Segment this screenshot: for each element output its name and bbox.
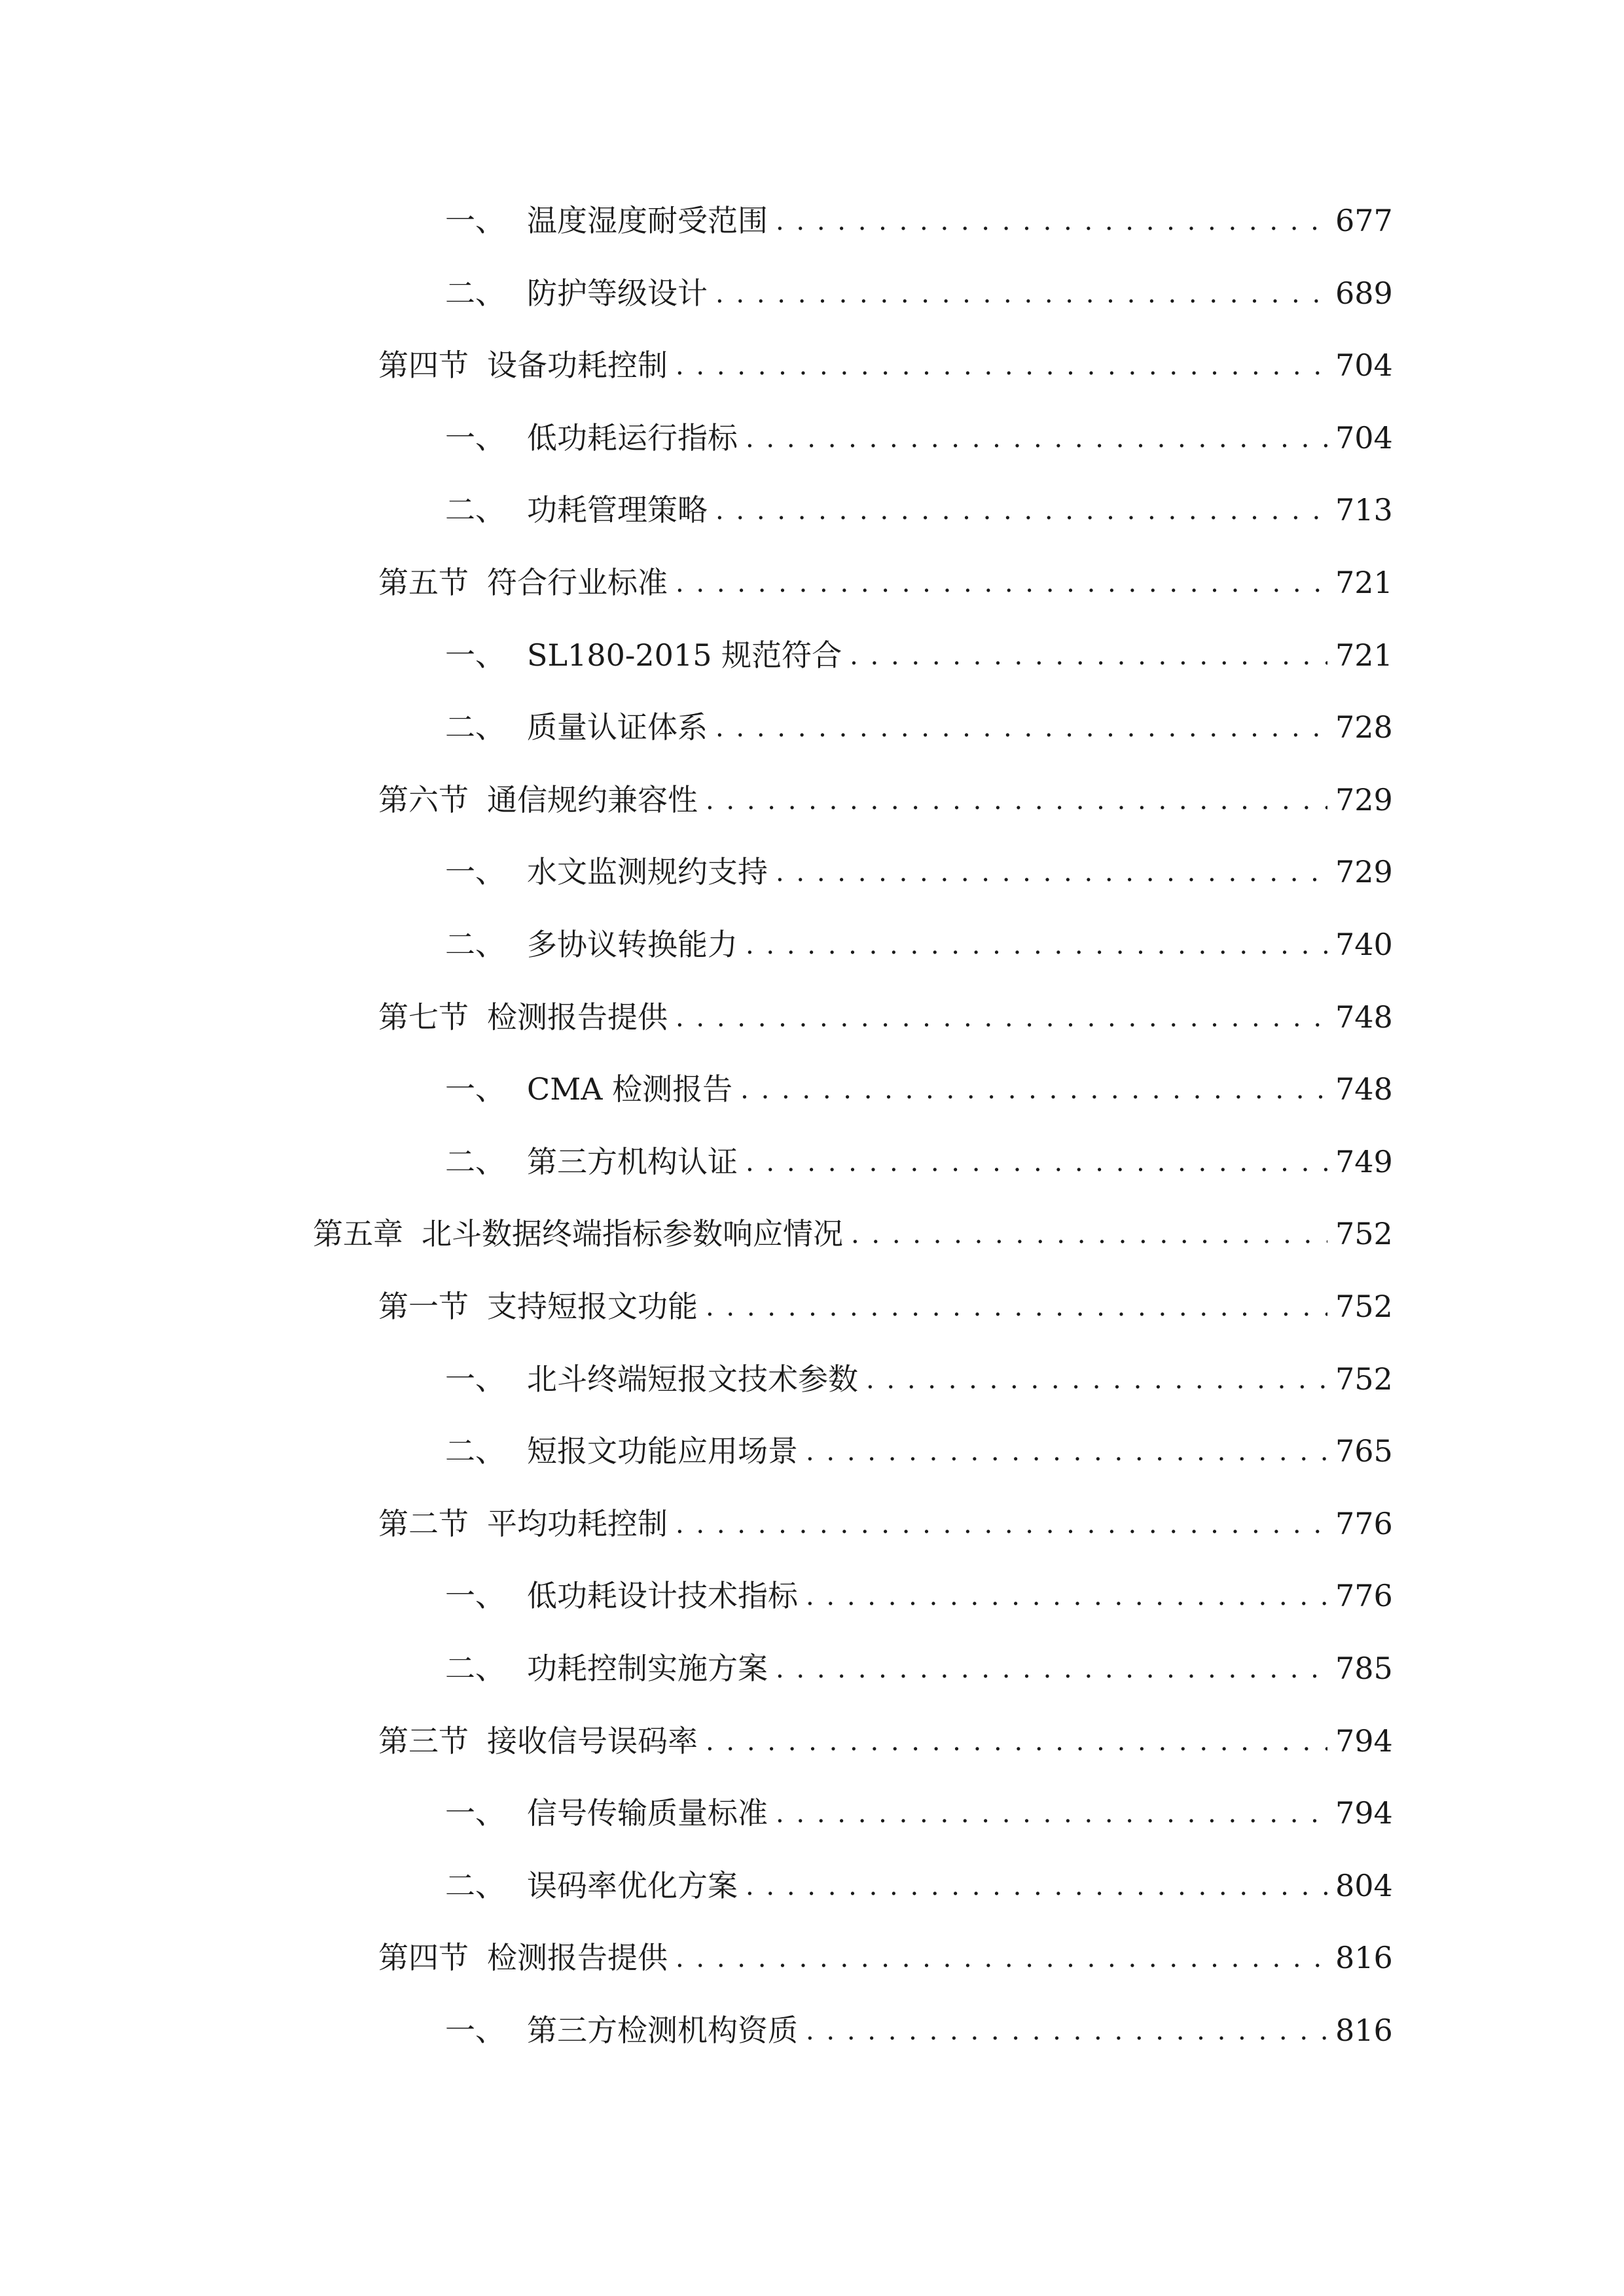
toc-entry-page-number: 752 [1335,1361,1393,1397]
toc-entry-number: 二、 [445,1433,505,1469]
toc-entry-number: 二、 [445,275,505,311]
toc-entry-title: 水文监测规约支持 [527,854,768,890]
toc-entry-page-number: 704 [1335,420,1393,456]
toc-entry-section[interactable] [378,1920,1393,1976]
toc-entry-title: 多协议转换能力 [527,927,738,962]
toc-entry-title: 信号传输质量标准 [527,1795,768,1831]
toc-entry-number: 二、 [445,1143,505,1179]
toc-entry-page-number: 721 [1335,565,1393,600]
dot-leader [676,561,1327,598]
toc-entry-title: CMA 检测报告 [527,1071,733,1107]
toc-entry-item[interactable] [445,256,1393,311]
toc-entry-section[interactable] [378,1704,1393,1759]
dot-leader [740,1067,1327,1104]
toc-entry-section[interactable] [378,980,1393,1035]
toc-entry-number: 一、 [445,2013,505,2048]
toc-entry-number: 第二节 [378,1505,469,1541]
toc-entry-page-number: 721 [1335,637,1393,673]
dot-leader [850,634,1327,670]
toc-entry-page-number: 752 [1335,1216,1393,1252]
dot-leader [676,1502,1327,1539]
toc-entry-number: 第五节 [378,565,469,600]
toc-entry-title: 防护等级设计 [527,275,708,311]
toc-entry-page-number: 794 [1335,1723,1393,1759]
toc-entry-number: 一、 [445,203,505,238]
toc-entry-title: 符合行业标准 [487,565,668,600]
toc-entry-title: 质量认证体系 [527,709,708,745]
toc-entry-item[interactable] [445,1558,1393,1614]
toc-entry-number: 第四节 [378,348,469,384]
toc-entry-title: 支持短报文功能 [487,1289,698,1324]
toc-entry-number: 第四节 [378,1940,469,1976]
toc-entry-item[interactable] [445,1414,1393,1469]
dot-leader [676,1936,1327,1973]
toc-entry-page-number: 713 [1335,492,1393,528]
toc-entry-number: 第五章 [313,1216,403,1252]
toc-entry-page-number: 740 [1335,927,1393,962]
toc-entry-page-number: 749 [1335,1143,1393,1179]
toc-entry-title: SL180-2015 规范符合 [527,637,842,673]
toc-entry-item[interactable] [445,907,1393,962]
toc-entry-title: 检测报告提供 [487,999,668,1035]
toc-entry-page-number: 752 [1335,1289,1393,1324]
toc-entry-item[interactable] [445,1993,1393,2048]
toc-entry-section[interactable] [378,762,1393,817]
dot-leader [746,416,1327,453]
dot-leader [806,2009,1327,2045]
toc-entry-title: 检测报告提供 [487,1940,668,1976]
toc-entry-number: 一、 [445,854,505,890]
toc-entry-page-number: 748 [1335,999,1393,1035]
toc-entry-section[interactable] [378,545,1393,600]
toc-entry-page-number: 785 [1335,1651,1393,1686]
toc-entry-number: 二、 [445,709,505,745]
toc-entry-number: 一、 [445,1071,505,1107]
toc-entry-page-number: 816 [1335,2013,1393,2048]
toc-entry-section[interactable] [378,328,1393,384]
dot-leader [776,1791,1327,1828]
dot-leader [715,706,1327,742]
toc-entry-number: 二、 [445,1867,505,1903]
toc-entry-page-number: 794 [1335,1795,1393,1831]
toc-entry-item[interactable] [445,183,1393,238]
toc-entry-number: 一、 [445,1361,505,1397]
toc-entry-title: 功耗管理策略 [527,492,708,528]
toc-entry-page-number: 804 [1335,1867,1393,1903]
toc-entry-title: 误码率优化方案 [527,1867,738,1903]
toc-entry-section[interactable] [378,1486,1393,1541]
dot-leader [706,778,1327,815]
toc-entry-page-number: 677 [1335,203,1393,238]
toc-entry-number: 二、 [445,927,505,962]
dot-leader [706,1719,1327,1756]
toc-entry-title: 第三方机构认证 [527,1143,738,1179]
toc-entry-item[interactable] [445,1124,1393,1179]
dot-leader [866,1357,1327,1394]
toc-entry-page-number: 765 [1335,1433,1393,1469]
toc-entry-item[interactable] [445,618,1393,673]
toc-entry-title: 低功耗设计技术指标 [527,1578,798,1614]
toc-entry-item[interactable] [445,401,1393,456]
dot-leader [715,272,1327,308]
toc-entry-page-number: 776 [1335,1578,1393,1614]
toc-entry-number: 第六节 [378,781,469,817]
toc-entry-page-number: 748 [1335,1071,1393,1107]
toc-entry-page-number: 728 [1335,709,1393,745]
dot-leader [776,1647,1327,1683]
dot-leader [851,1212,1327,1249]
toc-entry-number: 第七节 [378,999,469,1035]
toc-entry-page-number: 689 [1335,275,1393,311]
toc-entry-title: 接收信号误码率 [487,1723,698,1759]
toc-entry-chapter[interactable] [313,1196,1393,1252]
toc-entry-item[interactable] [445,1052,1393,1107]
toc-entry-title: 北斗终端短报文技术参数 [527,1361,858,1397]
dot-leader [746,1140,1327,1177]
toc-entry-title: 通信规约兼容性 [487,781,698,817]
dot-leader [776,199,1327,236]
toc-entry-page-number: 704 [1335,348,1393,384]
toc-entry-title: 第三方检测机构资质 [527,2013,798,2048]
toc-entry-number: 第一节 [378,1289,469,1324]
dot-leader [676,996,1327,1032]
toc-entry-title: 北斗数据终端指标参数响应情况 [422,1216,843,1252]
toc-entry-number: 一、 [445,1578,505,1614]
toc-entry-title: 平均功耗控制 [487,1505,668,1541]
toc-entry-number: 一、 [445,637,505,673]
toc-entry-title: 设备功耗控制 [487,348,668,384]
toc-entry-number: 第三节 [378,1723,469,1759]
dot-leader [776,850,1327,887]
toc-entry-item[interactable] [445,1848,1393,1903]
dot-leader [715,488,1327,525]
toc-entry-page-number: 816 [1335,1940,1393,1976]
toc-entry-title: 短报文功能应用场景 [527,1433,798,1469]
toc-entry-item[interactable] [445,473,1393,528]
toc-entry-page-number: 776 [1335,1505,1393,1541]
toc-entry-item[interactable] [445,1776,1393,1831]
toc-entry-page-number: 729 [1335,854,1393,890]
toc-entry-item[interactable] [445,834,1393,890]
toc-entry-number: 二、 [445,492,505,528]
dot-leader [806,1429,1327,1466]
toc-entry-item[interactable] [445,1631,1393,1686]
toc-entry-number: 一、 [445,420,505,456]
toc-entry-title: 低功耗运行指标 [527,420,738,456]
toc-entry-section[interactable] [378,1269,1393,1324]
dot-leader [746,1864,1327,1901]
dot-leader [746,923,1327,960]
dot-leader [806,1574,1327,1611]
toc-entry-item[interactable] [445,1342,1393,1397]
toc-entry-number: 二、 [445,1651,505,1686]
toc-entry-item[interactable] [445,690,1393,745]
dot-leader [706,1285,1327,1321]
toc-entry-number: 一、 [445,1795,505,1831]
toc-entry-page-number: 729 [1335,781,1393,817]
dot-leader [676,344,1327,380]
toc-entry-title: 功耗控制实施方案 [527,1651,768,1686]
toc-entry-title: 温度湿度耐受范围 [527,203,768,238]
